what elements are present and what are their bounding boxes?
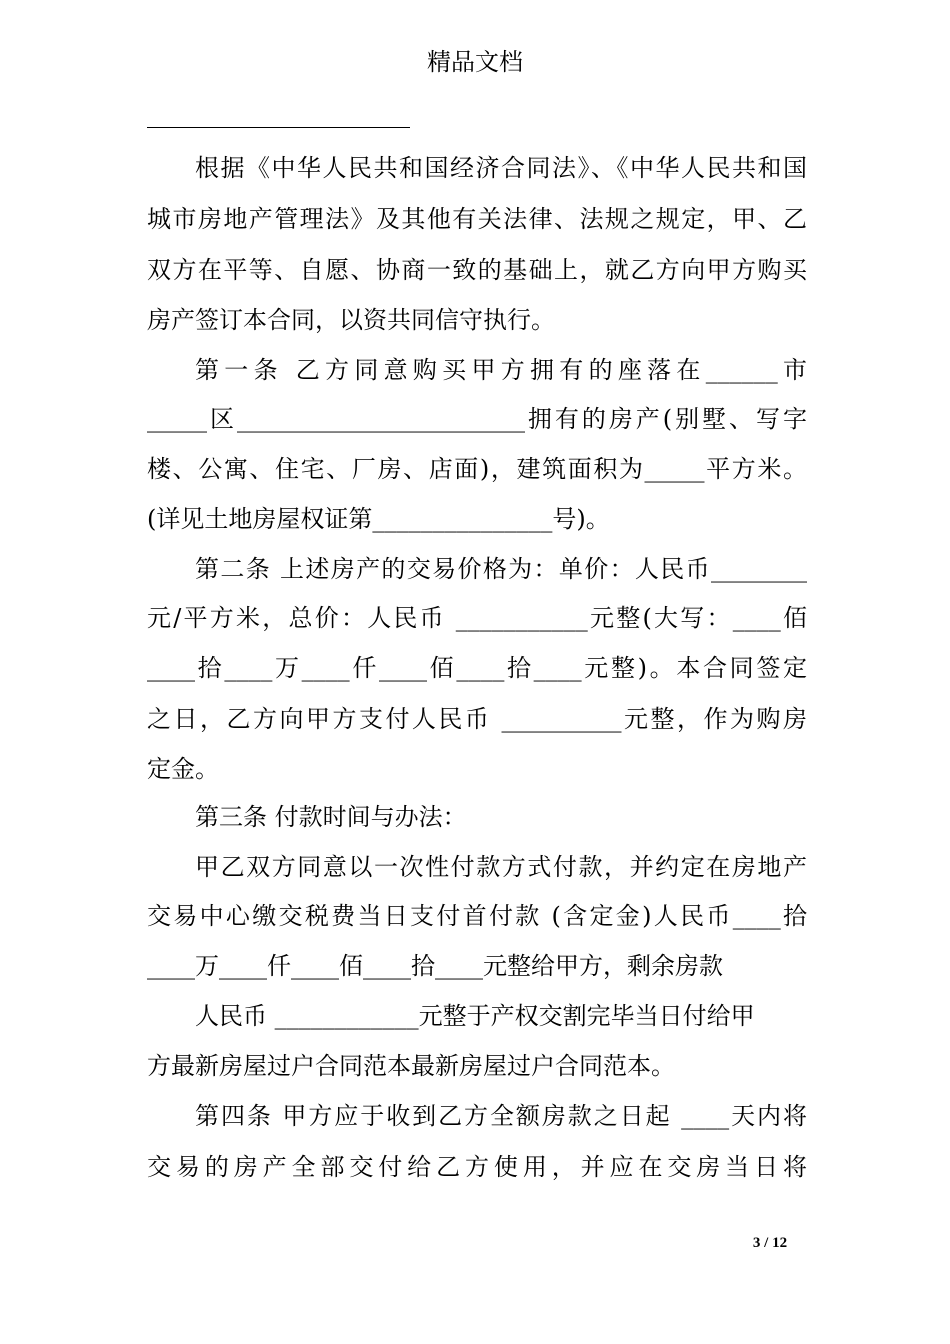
body-line: 定金。 — [147, 755, 219, 783]
page-number: 3 / 12 — [752, 1235, 788, 1251]
body-line: 房产签订本合同，以资共同信守执行。 — [147, 306, 555, 334]
body-line: 方最新房屋过户合同范本最新房屋过户合同范本。 — [147, 1052, 675, 1080]
body-line: 人民币 ____________元整于产权交割完毕当日付给甲 — [195, 1002, 755, 1030]
body-line: 第二条 上述房产的交易价格为：单价：人民币________ — [195, 555, 807, 583]
body-line: 双方在平等、自愿、协商一致的基础上，就乙方向甲方购买 — [147, 256, 807, 284]
body-line: 楼、公寓、住宅、厂房、店面)，建筑面积为_____平方米。 — [147, 455, 807, 483]
body-line: 城市房地产管理法》及其他有关法律、法规之规定，甲、乙 — [147, 205, 807, 233]
body-line: 第三条 付款时间与办法： — [195, 803, 467, 831]
body-line: 甲乙双方同意以一次性付款方式付款，并约定在房地产 — [195, 853, 807, 881]
body-line: 第四条 甲方应于收到乙方全额房款之日起 ____天内将 — [195, 1102, 807, 1130]
body-line: ____万____仟____佰____拾____元整给甲方，剩余房款 — [147, 952, 723, 980]
body-line: ____拾____万____仟____佰____拾____元整)。本合同签定 — [147, 654, 807, 682]
header-rule — [147, 127, 410, 128]
body-line: 元/平方米，总价：人民币 ___________元整(大写：____佰 — [147, 604, 807, 632]
page-header: 精品文档 — [427, 48, 523, 76]
body-line: 交易中心缴交税费当日支付首付款 (含定金)人民币____拾 — [147, 902, 807, 930]
body-line: 根据《中华人民共和国经济合同法》、《中华人民共和国 — [195, 154, 807, 182]
body-line: (详见土地房屋权证第_______________号)。 — [147, 505, 610, 533]
body-line: 之日，乙方向甲方支付人民币 __________元整，作为购房 — [147, 705, 807, 733]
body-line: _____区________________________拥有的房产(别墅、写字 — [147, 405, 807, 433]
body-line: 第一条 乙方同意购买甲方拥有的座落在______市 — [195, 356, 807, 384]
body-line: 交易的房产全部交付给乙方使用，并应在交房当日将 — [147, 1153, 807, 1181]
